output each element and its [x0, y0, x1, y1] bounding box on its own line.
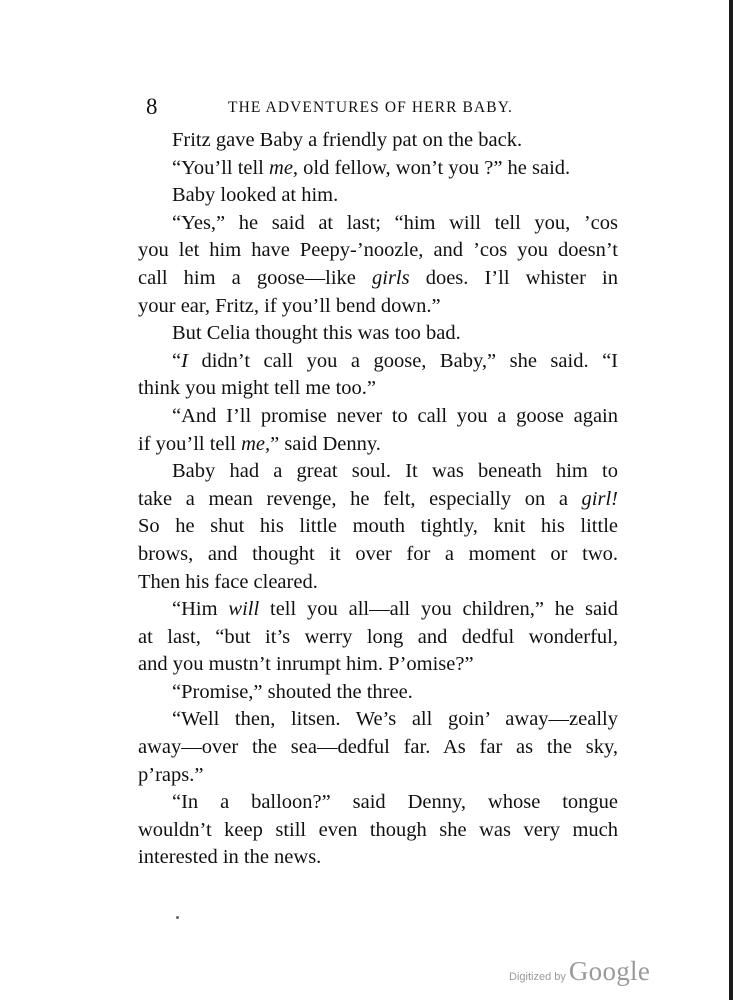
text-line [138, 293, 618, 321]
text-line [138, 320, 618, 348]
text-line [138, 458, 618, 486]
text-segment: Fritz gave Baby a friendly pat on the back. [172, 129, 523, 151]
google-logo: Google [568, 956, 651, 986]
running-title: THE ADVENTURES OF HERR BABY. [228, 99, 513, 116]
text-line [138, 734, 618, 762]
text-segment: So he shut his little mouth tightly, knit his little [138, 515, 618, 538]
text-segment: “Yes,” he said at last; “him will tell you, ’cos [172, 211, 618, 234]
text-line [138, 155, 618, 183]
text-segment: does. I’ll whister in [409, 266, 618, 289]
text-segment: Baby had a great soul. It was beneath him to [172, 460, 618, 483]
text-segment: Then his face cleared. [138, 570, 318, 593]
text-line [138, 237, 618, 265]
text-line [138, 541, 618, 569]
text-segment: and you mustn’t inrumpt him. P’omise?” [138, 653, 474, 676]
italic-text: girl! [581, 487, 618, 510]
text-segment: ” said Denny. [270, 432, 381, 455]
text-line [138, 403, 618, 431]
text-segment: away—over the sea—dedful far. As far as the sky, [138, 736, 618, 759]
text-line [138, 210, 618, 238]
text-segment: “And I’ll promise never to call you a goose again [172, 404, 618, 427]
text-line [138, 679, 618, 707]
text-segment: think you might tell me too.” [138, 377, 377, 400]
text-segment: take a mean revenge, he felt, especially on a [138, 487, 582, 510]
text-line [138, 127, 618, 155]
stray-mark [176, 916, 179, 919]
text-segment: “In a balloon?” said Denny, whose tongue [172, 791, 618, 814]
text-line [138, 182, 618, 210]
text-line [138, 513, 618, 541]
page-edge-border [729, 0, 733, 1000]
watermark-prefix: Digitized by [509, 971, 566, 983]
text-segment: “Promise,” shouted the three. [172, 680, 413, 703]
text-segment: But Celia thought this was too bad. [172, 322, 461, 345]
text-segment: old fellow, won’t you ?” he said. [298, 156, 571, 179]
text-segment: you let him have Peepy-’noozle, and ’cos you doesn’t [138, 239, 618, 262]
text-segment: your ear, Fritz, if you’ll bend down.” [138, 294, 441, 317]
page-number: 8 [146, 94, 158, 119]
text-line [138, 569, 618, 597]
text-line [138, 431, 618, 459]
text-segment: at last, “but it’s werry long and dedful wonderful, [138, 625, 618, 648]
text-segment: tell you all—all you children,” he said [259, 598, 618, 621]
text-segment: Baby looked at him. [172, 184, 339, 207]
text-line [138, 375, 618, 403]
text-line [138, 486, 618, 514]
text-line [138, 706, 618, 734]
text-line [138, 624, 618, 652]
text-line [138, 789, 618, 817]
text-segment: “Him [172, 598, 229, 621]
digitized-watermark [509, 956, 650, 987]
text-line [138, 265, 618, 293]
text-segment: “You’ll tell [172, 156, 270, 179]
text-line [138, 762, 618, 790]
text-segment: p’raps.” [138, 763, 204, 786]
italic-text: I [181, 349, 188, 372]
text-segment: call him a goose—like [138, 266, 372, 289]
italic-text: girls [372, 266, 410, 289]
italic-text: will [228, 598, 260, 621]
text-segment: “Well then, litsen. We’s all goin’ away—zeally [172, 708, 618, 731]
text-segment: wouldn’t keep still even though she was very much [138, 818, 618, 841]
text-segment: didn’t call you a goose, Baby,” she said. “I [187, 349, 618, 372]
body-text [138, 127, 618, 872]
page-header [146, 92, 606, 122]
italic-text: me, [241, 432, 271, 455]
text-segment: “ [172, 349, 182, 372]
text-segment: interested in the news. [138, 846, 322, 869]
text-line [138, 844, 618, 872]
text-line [138, 817, 618, 845]
text-segment: brows, and thought it over for a moment or two. [138, 542, 618, 565]
text-line [138, 651, 618, 679]
text-line [138, 348, 618, 376]
italic-text: me, [269, 156, 299, 179]
text-line [138, 596, 618, 624]
text-segment: if you’ll tell [138, 432, 242, 455]
